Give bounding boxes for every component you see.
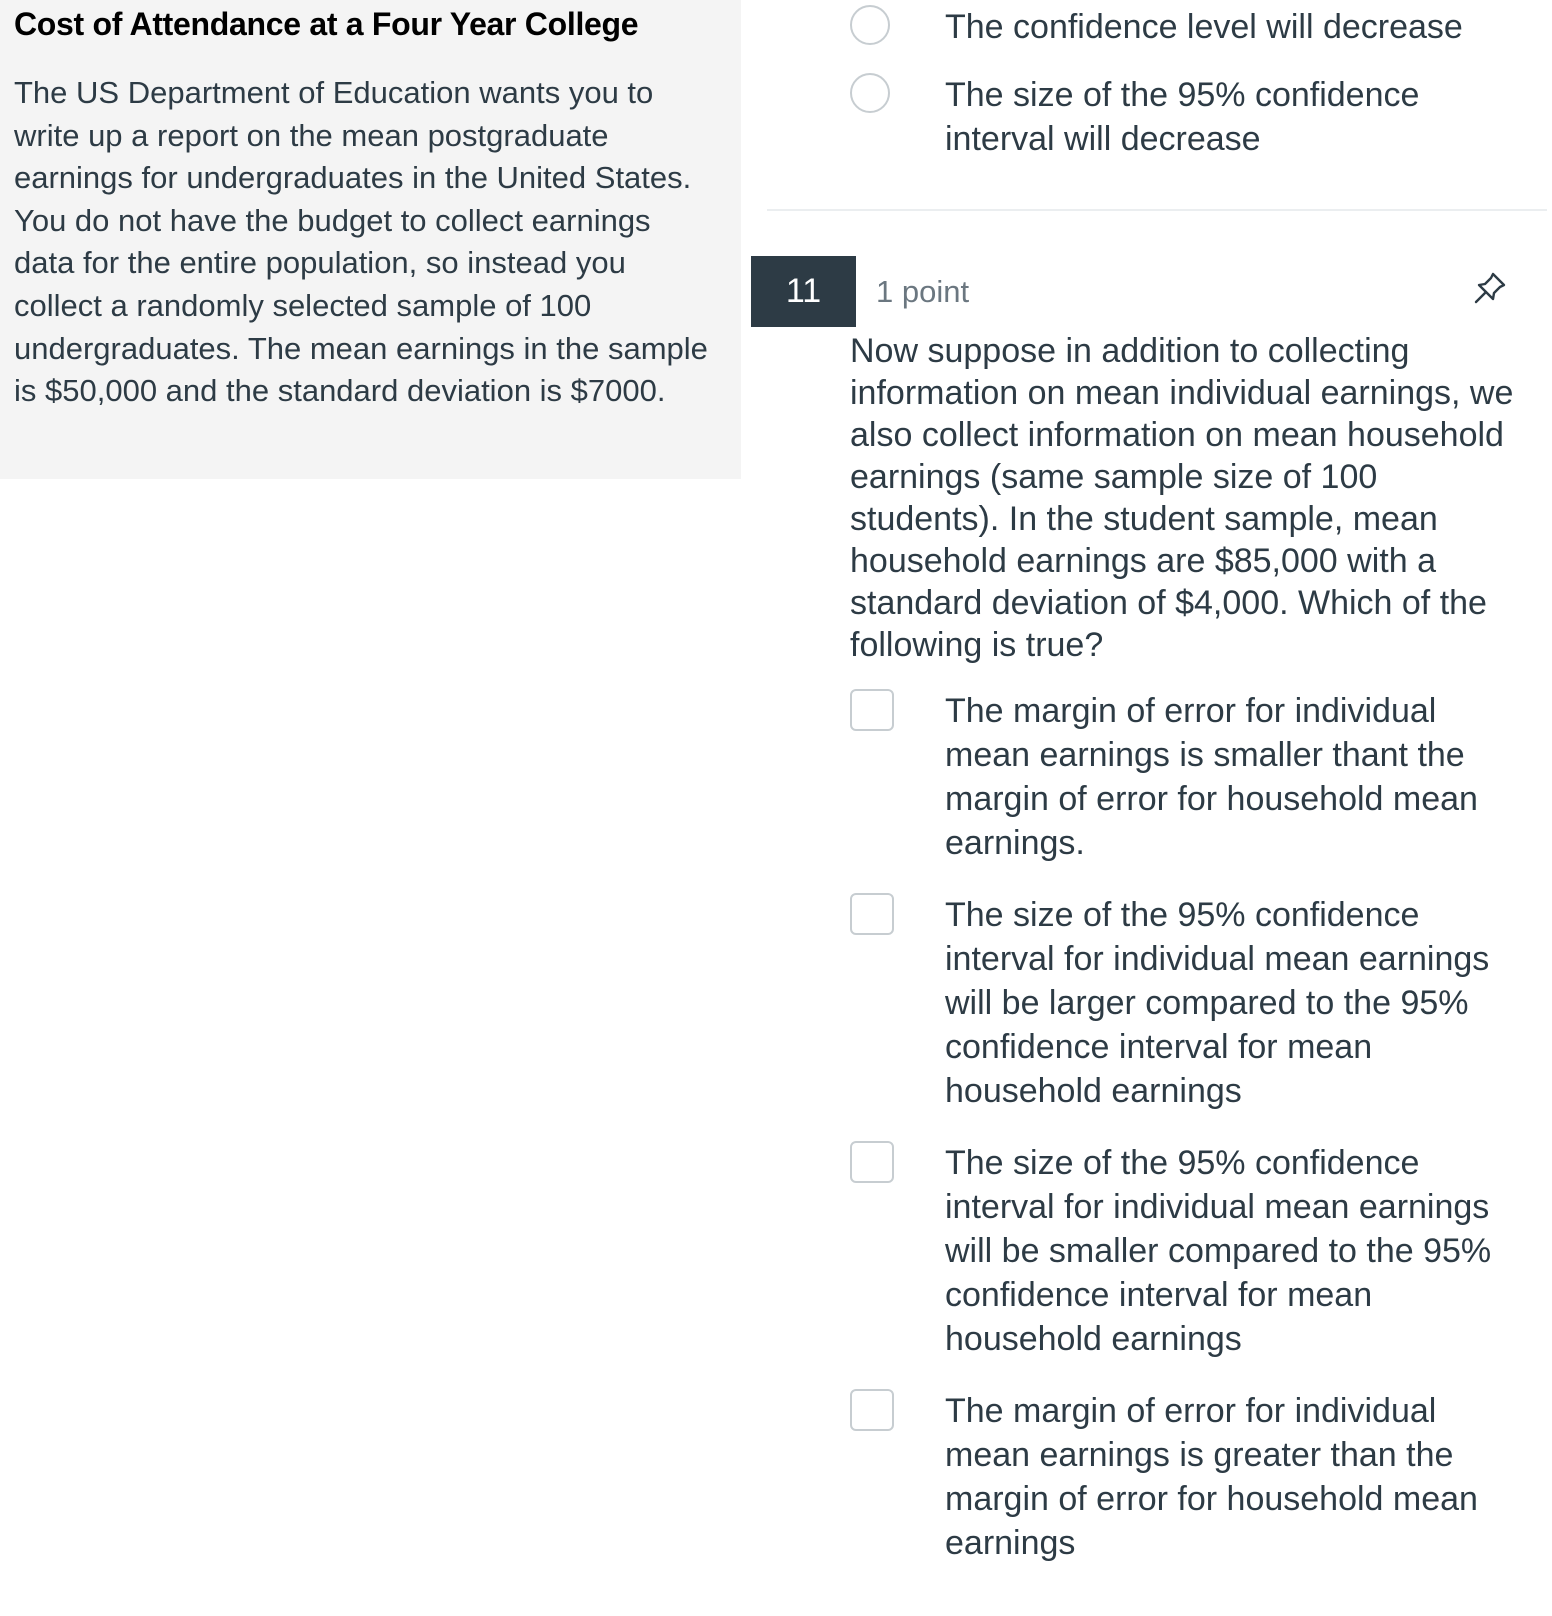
question-number: 11 [751,256,856,327]
previous-question-options [850,0,1530,161]
radio-button[interactable] [850,73,890,113]
checkbox[interactable] [850,893,894,935]
answer-option-4[interactable] [850,1389,1530,1565]
radio-button[interactable] [850,5,890,45]
question-divider [767,209,1547,211]
option-label: The size of the 95% confidence interval will decrease [945,76,1420,158]
answer-label: The size of the 95% confidence interval for individual mean earnings will be smaller compared to the 95% confidence interval for mean household earnings [945,1144,1492,1358]
stimulus-panel [0,0,741,479]
pin-icon[interactable] [1470,268,1510,308]
question-points: 1 point [876,274,970,309]
answer-option-2[interactable] [850,893,1530,1113]
checkbox[interactable] [850,1141,894,1183]
answer-label: The margin of error for individual mean earnings is greater than the margin of error for household mean earnings [945,1392,1478,1562]
answer-list [850,689,1530,1593]
question-text: Now suppose in addition to collecting information on mean individual earnings, we also collect information on mean household earnings (same sample size of 100 students). In the student sample, mean household earnings are $85,000 with a standard deviation of $4,000. Which of the following is true? [850,332,1514,664]
previous-option-interval-size[interactable] [850,73,1530,161]
previous-option-confidence-level[interactable] [850,5,1530,49]
option-label: The confidence level will decrease [945,8,1463,46]
stimulus-title: Cost of Attendance at a Four Year College [14,6,639,42]
stimulus-body: The US Department of Education wants you to write up a report on the mean postgraduate earnings for undergraduates in the United States. You do not have the budget to collect earnings data for the entire population, so instead you collect a randomly selected sample of 100 undergraduates. The mean earnings in the sample is $50,000 and the standard deviation is $7000. [14,75,708,409]
answer-option-1[interactable] [850,689,1530,865]
checkbox[interactable] [850,1389,894,1431]
answer-option-3[interactable] [850,1141,1530,1361]
answer-label: The size of the 95% confidence interval for individual mean earnings will be larger compared to the 95% confidence interval for mean household earnings [945,896,1490,1110]
checkbox[interactable] [850,689,894,731]
answer-label: The margin of error for individual mean earnings is smaller thant the margin of error for household mean earnings. [945,692,1478,862]
